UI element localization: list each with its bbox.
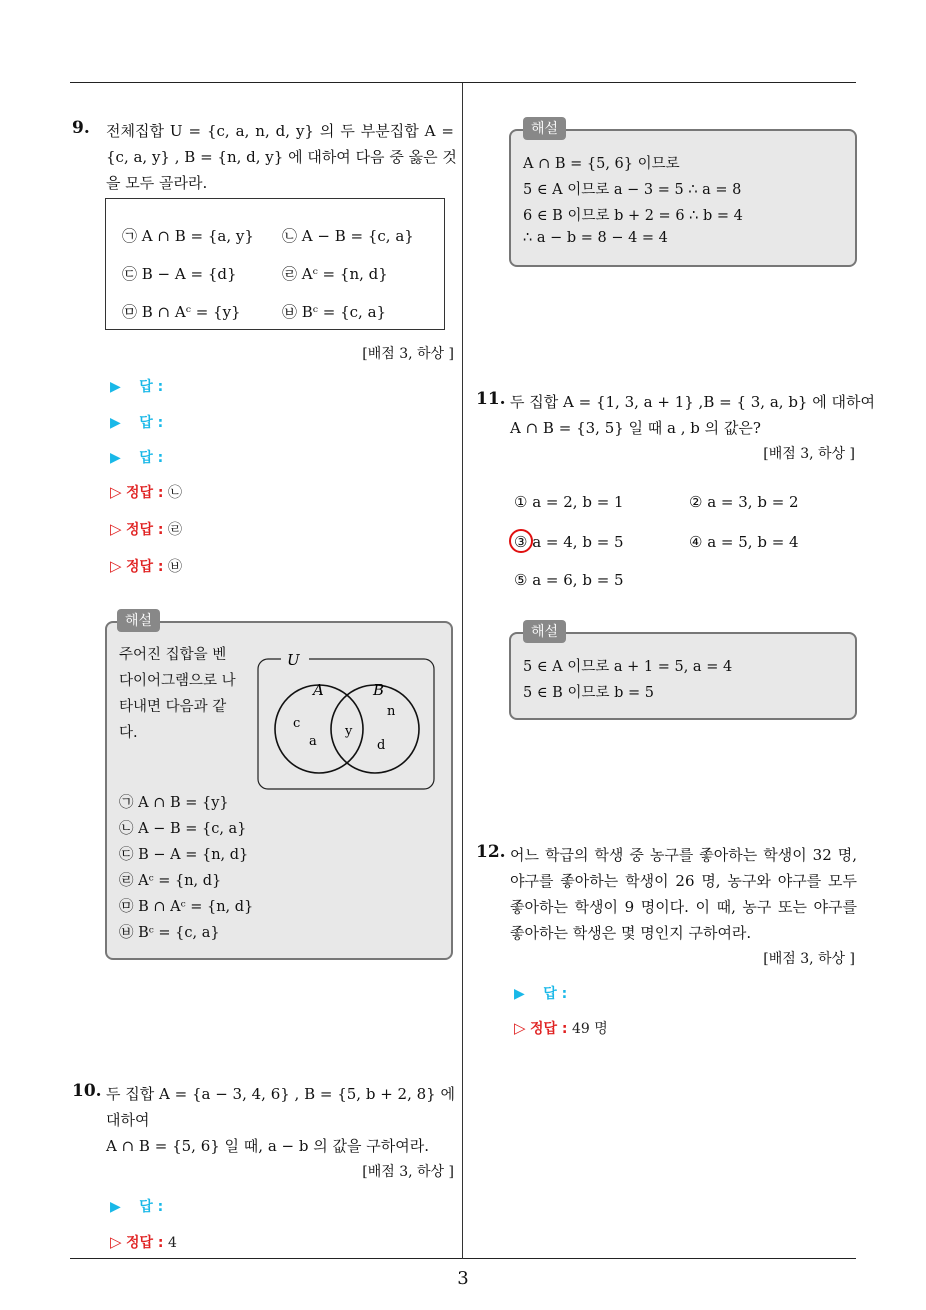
q9-answer-row[interactable]	[110, 376, 163, 396]
correct-label: 정답 :	[126, 1235, 164, 1251]
outline-triangle-icon: ▷	[110, 483, 122, 501]
q11-option-selected[interactable]: ③ a = 4, b = 5	[514, 533, 624, 551]
q9-option[interactable]: ㉢ B − A = {d}	[122, 265, 237, 283]
top-rule	[70, 82, 856, 83]
filled-triangle-icon: ▶	[110, 450, 121, 466]
q9-answer-row[interactable]	[110, 412, 163, 432]
q12-text-line: 좋아하는 학생이 9 명이다. 이 때, 농구 또는 야구를	[510, 898, 857, 916]
q10-solution-box	[509, 129, 857, 267]
q9-solution-line: ㉤ B ∩ Aᶜ = {n, d}	[119, 899, 254, 915]
q9-text-line: 을 모두 골라라.	[106, 174, 208, 192]
q9-solution-text: 타내면 다음과 같	[119, 699, 227, 715]
q11-solution-line: 5 ∈ A 이므로 a + 1 = 5, a = 4	[523, 659, 733, 675]
answer-label: 답 :	[543, 986, 568, 1002]
venn-set-a-label: A	[313, 681, 324, 699]
filled-triangle-icon: ▶	[514, 986, 525, 1002]
q9-correct-row	[110, 556, 182, 576]
answer-label: 답 :	[139, 415, 164, 431]
q9-solution-line: ㉥ Bᶜ = {c, a}	[119, 925, 220, 941]
correct-value: ㉣	[167, 522, 182, 538]
q11-option[interactable]: ① a = 2, b = 1	[514, 493, 624, 511]
q12-answer-row[interactable]	[514, 983, 567, 1003]
q12-text-line: 야구를 좋아하는 학생이 26 명, 농구와 야구를 모두	[510, 872, 857, 890]
q9-solution-text: 다.	[119, 725, 138, 741]
q12-score-meta: [배점 3, 하상 ]	[763, 951, 855, 967]
q9-option[interactable]: ㉠ A ∩ B = {a, y}	[122, 227, 254, 245]
filled-triangle-icon: ▶	[110, 1199, 121, 1215]
q9-solution-line: ㉡ A − B = {c, a}	[119, 821, 247, 837]
bottom-rule	[70, 1258, 856, 1259]
q11-text-line: A ∩ B = {3, 5} 일 때 a , b 의 값은?	[510, 419, 761, 437]
q9-option[interactable]: ㉡ A − B = {c, a}	[282, 227, 414, 245]
page-number: 3	[457, 1268, 469, 1289]
venn-a-only-element: a	[309, 734, 317, 749]
column-divider	[462, 83, 463, 1259]
outline-triangle-icon: ▷	[110, 557, 122, 575]
q11-option[interactable]: ⑤ a = 6, b = 5	[514, 571, 624, 589]
q9-solution-line: ㉢ B − A = {n, d}	[119, 847, 249, 863]
q9-answer-row[interactable]	[110, 447, 163, 467]
q9-solution-line: ㉠ A ∩ B = {y}	[119, 795, 229, 811]
q9-option[interactable]: ㉥ Bᶜ = {c, a}	[282, 303, 387, 321]
q12-correct-row	[514, 1018, 608, 1038]
correct-label: 정답 :	[126, 559, 164, 575]
q9-solution-line: ㉣ Aᶜ = {n, d}	[119, 873, 222, 889]
venn-diagram	[257, 649, 437, 795]
correct-label: 정답 :	[126, 485, 164, 501]
venn-a-only-element: c	[293, 716, 301, 731]
outline-triangle-icon: ▷	[110, 1233, 122, 1251]
q10-correct-row	[110, 1232, 177, 1252]
answer-label: 답 :	[139, 1199, 164, 1215]
q12-text-line: 좋아하는 학생은 몇 명인지 구하여라.	[510, 924, 752, 942]
filled-triangle-icon: ▶	[110, 415, 121, 431]
q12-number: 12.	[476, 842, 506, 862]
q10-solution-line: A ∩ B = {5, 6} 이므로	[523, 156, 680, 172]
q10-number: 10.	[72, 1081, 102, 1101]
q12-text-line: 어느 학급의 학생 중 농구를 좋아하는 학생이 32 명,	[510, 846, 857, 864]
q9-solution-text: 다이어그램으로 나	[119, 673, 236, 689]
filled-triangle-icon: ▶	[110, 379, 121, 395]
outline-triangle-icon: ▷	[514, 1019, 526, 1037]
correct-label: 정답 :	[530, 1021, 568, 1037]
q9-number: 9.	[72, 118, 90, 138]
q9-text-line: {c, a, y} , B = {n, d, y} 에 대하여 다음 중 옳은 것	[106, 148, 457, 166]
q9-option[interactable]: ㉤ B ∩ Aᶜ = {y}	[122, 303, 241, 321]
q9-text-line: 전체집합 U = {c, a, n, d, y} 의 두 부분집합 A =	[106, 122, 454, 140]
answer-label: 답 :	[139, 379, 164, 395]
q11-option[interactable]: ② a = 3, b = 2	[689, 493, 799, 511]
correct-value: ㉥	[167, 559, 182, 575]
q9-solution-text: 주어진 집합을 벤	[119, 647, 227, 663]
venn-universe-label: U	[287, 651, 300, 669]
correct-value: 49 명	[571, 1021, 608, 1037]
outline-triangle-icon: ▷	[110, 520, 122, 538]
q10-solution-line: ∴ a − b = 8 − 4 = 4	[523, 230, 668, 246]
q10-solution-line: 5 ∈ A 이므로 a − 3 = 5 ∴ a = 8	[523, 182, 742, 198]
q11-score-meta: [배점 3, 하상 ]	[763, 446, 855, 462]
q11-option[interactable]: ④ a = 5, b = 4	[689, 533, 799, 551]
venn-b-only-element: d	[377, 738, 386, 753]
q11-number: 11.	[476, 389, 506, 409]
q10-text-line: 두 집합 A = {a − 3, 4, 6} , B = {5, b + 2, 8} 에	[106, 1085, 455, 1103]
venn-b-only-element: n	[387, 704, 396, 719]
q9-score-meta: [배점 3, 하상 ]	[362, 346, 454, 362]
q10-text-line: 대하여	[106, 1111, 150, 1129]
q11-solution-box	[509, 632, 857, 720]
q11-solution-tag: 해설	[523, 620, 566, 643]
red-circle-selection-icon	[509, 529, 533, 553]
q10-text-line: A ∩ B = {5, 6} 일 때, a − b 의 값을 구하여라.	[106, 1137, 429, 1155]
venn-set-b-label: B	[373, 681, 385, 699]
q9-correct-row	[110, 519, 182, 539]
q11-solution-line: 5 ∈ B 이므로 b = 5	[523, 685, 654, 701]
q10-solution-line: 6 ∈ B 이므로 b + 2 = 6 ∴ b = 4	[523, 208, 743, 224]
venn-intersection-element: y	[345, 724, 353, 739]
q10-solution-tag: 해설	[523, 117, 566, 140]
correct-label: 정답 :	[126, 522, 164, 538]
answer-label: 답 :	[139, 450, 164, 466]
q11-text-line: 두 집합 A = {1, 3, a + 1} ,B = { 3, a, b} 에 대하여	[510, 393, 875, 411]
q9-option[interactable]: ㉣ Aᶜ = {n, d}	[282, 265, 388, 283]
correct-value: 4	[167, 1235, 177, 1251]
q9-correct-row	[110, 482, 182, 502]
q9-solution-box	[105, 621, 453, 960]
q10-answer-row[interactable]	[110, 1196, 163, 1216]
correct-value: ㉡	[167, 485, 182, 501]
q10-score-meta: [배점 3, 하상 ]	[362, 1164, 454, 1180]
q9-options-box	[105, 198, 445, 330]
q9-solution-tag: 해설	[117, 609, 160, 632]
